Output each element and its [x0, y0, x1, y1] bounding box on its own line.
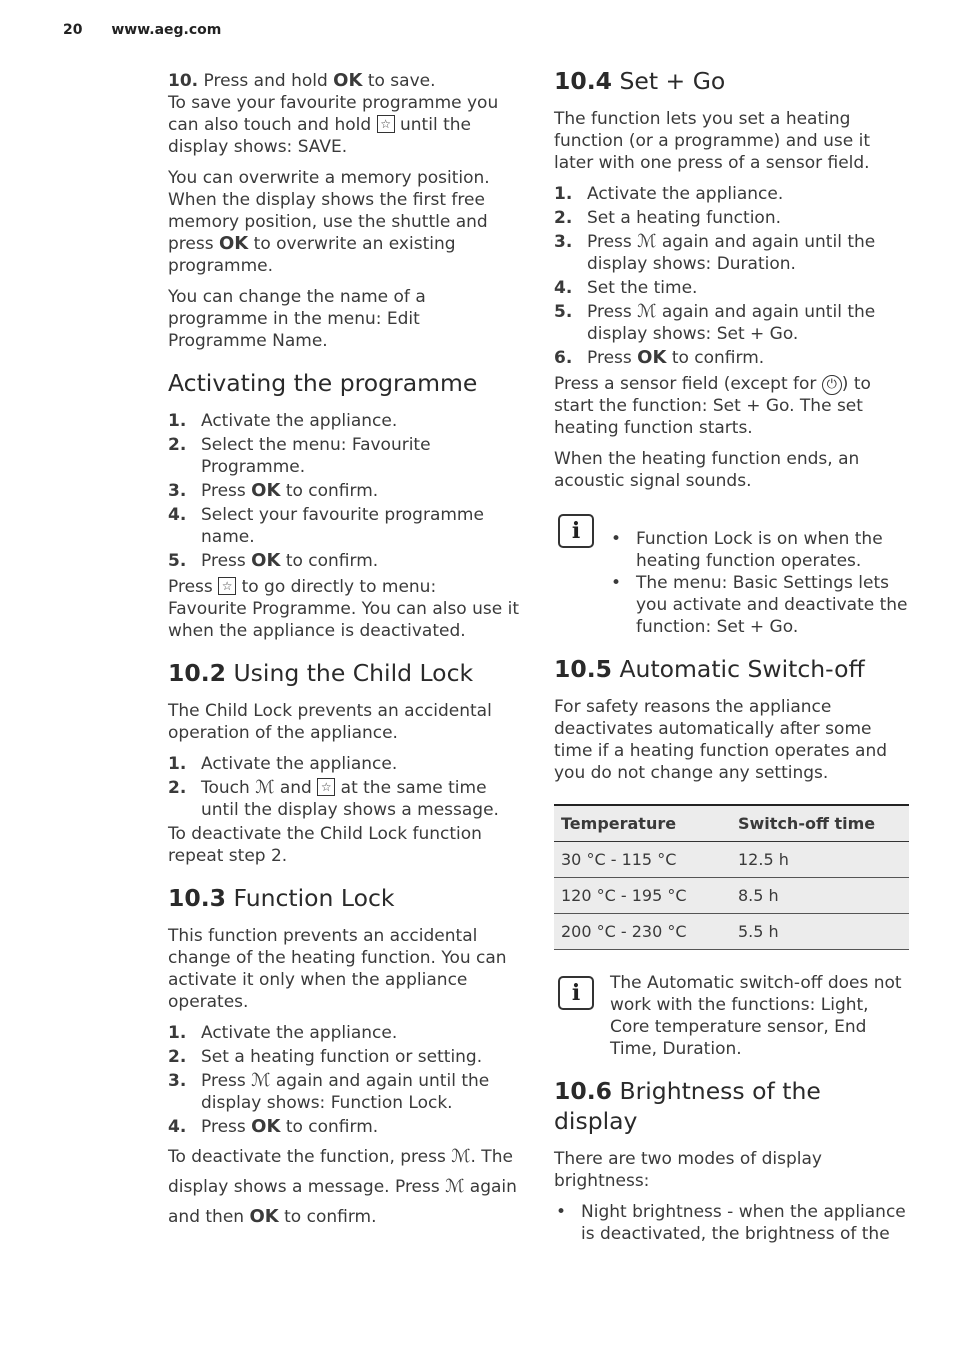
ok-icon: OK	[219, 233, 249, 254]
paragraph-sensor-field: Press a sensor field (except for ⏻ ) to start the function: Set + Go. The set heating function starts.	[554, 374, 871, 438]
list-item: • The menu: Basic Settings lets you activate and deactivate the function: Set + Go.	[608, 572, 910, 638]
paragraph-favourite-direct: Press ☆ to go directly to menu: Favourite Programme. You can also use it when the appliance is deactivated.	[168, 577, 519, 641]
list-item: 2. Set a heating function.	[554, 208, 781, 228]
brightness-list	[554, 1201, 910, 1245]
ok-icon: OK	[637, 347, 667, 368]
ok-icon: OK	[333, 70, 363, 91]
favourite-icon: ☆	[317, 778, 335, 796]
paragraph-save-favourite: To save your favourite programme you can also touch and hold ☆ until the display shows: SAVE.	[168, 93, 499, 157]
list-item: 5. Press ℳ again and again until the display shows: Set + Go.	[554, 301, 876, 344]
switch-off-table	[554, 804, 909, 950]
info-icon: i	[558, 976, 594, 1010]
list-item: 4. Press OK to confirm.	[168, 1116, 379, 1137]
power-icon: ⏻	[822, 375, 842, 395]
table-cell: 120 °C - 195 °C	[554, 878, 731, 914]
ok-icon: OK	[251, 550, 281, 571]
list-item: 6. Press OK to confirm.	[554, 347, 765, 368]
list-item: • Night brightness - when the appliance is deactivated, the brightness of the	[554, 1201, 910, 1245]
page-number: 20	[63, 22, 83, 38]
favourite-icon: ☆	[377, 115, 395, 133]
table-cell: 200 °C - 230 °C	[554, 914, 731, 950]
list-item: 3. Press ℳ again and again until the display shows: Duration.	[554, 231, 876, 274]
paragraph-change-name: You can change the name of a programme in the menu: Edit Programme Name.	[168, 287, 426, 351]
table-cell: 5.5 h	[731, 914, 909, 950]
heading-function-lock: 10.3 Function Lock	[168, 884, 395, 912]
site-url: www.aeg.com	[111, 22, 222, 38]
paragraph-acoustic-signal: When the heating function ends, an acoustic signal sounds.	[554, 449, 860, 491]
list-item: 4. Set the time.	[554, 278, 698, 298]
heading-brightness: 10.6 Brightness of the display	[554, 1077, 821, 1135]
right-column	[554, 67, 910, 1245]
paragraph-function-lock-intro: This function prevents an accidental change of the heating function. You can activate it only when the appliance operates.	[168, 926, 507, 1012]
list-item: 3. Press OK to confirm.	[168, 480, 379, 501]
favourite-icon: ☆	[218, 577, 236, 595]
ok-icon: OK	[249, 1206, 279, 1227]
column-header-temperature: Temperature	[554, 805, 731, 842]
steps-activating	[168, 410, 520, 572]
info-box-set-go	[554, 510, 910, 638]
fan-icon: ℳ	[445, 1176, 465, 1197]
list-item: 1. Activate the appliance.	[554, 184, 784, 204]
paragraph-auto-off-intro: For safety reasons the appliance deactivates automatically after some time if a heating function operates and you do not change any settings.	[554, 697, 888, 783]
fan-icon: ℳ	[451, 1146, 471, 1167]
fan-icon: ℳ	[251, 1070, 271, 1091]
fan-icon: ℳ	[255, 777, 275, 798]
list-item: 2. Set a heating function or setting.	[168, 1047, 483, 1067]
list-item: 1. Activate the appliance.	[168, 1023, 398, 1043]
ok-icon: OK	[251, 1116, 281, 1137]
ok-icon: OK	[251, 480, 281, 501]
list-item: 2. Touch ℳ and ☆ at the same time until the display shows a message.	[168, 777, 499, 820]
table-row	[554, 842, 909, 878]
table-cell: 8.5 h	[731, 878, 909, 914]
heading-auto-switch-off: 10.5 Automatic Switch-off	[554, 655, 865, 683]
table-header-row	[554, 805, 909, 842]
heading-child-lock: 10.2 Using the Child Lock	[168, 659, 474, 687]
heading-activating-programme: Activating the programme	[168, 369, 478, 397]
heading-set-go: 10.4 Set + Go	[554, 67, 726, 95]
table-row	[554, 914, 909, 950]
table-row	[554, 878, 909, 914]
column-header-switch-off-time: Switch-off time	[731, 805, 909, 842]
steps-set-go	[554, 183, 910, 369]
steps-function-lock	[168, 1022, 520, 1138]
table-cell: 12.5 h	[731, 842, 909, 878]
fan-icon: ℳ	[637, 231, 657, 252]
left-column	[168, 70, 520, 1241]
list-item: 2. Select the menu: Favourite Programme.	[168, 435, 431, 477]
list-item: 3. Press ℳ again and again until the display shows: Function Lock.	[168, 1070, 490, 1113]
info-box-auto-off	[554, 972, 910, 1060]
paragraph-overwrite: You can overwrite a memory position. When the display shows the first free memory position, use the shuttle and press OK to overwrite an existing programme.	[168, 168, 490, 276]
step-10: 10. Press and hold OK to save.	[168, 70, 436, 91]
table-cell: 30 °C - 115 °C	[554, 842, 731, 878]
paragraph-function-lock-outro: To deactivate the function, press ℳ. The display shows a message. Press ℳ again and then OK to confirm.	[168, 1146, 517, 1227]
paragraph-child-lock-intro: The Child Lock prevents an accidental operation of the appliance.	[168, 701, 492, 743]
list-item: 4. Select your favourite programme name.	[168, 505, 484, 547]
list-item: 1. Activate the appliance.	[168, 754, 398, 774]
page-header	[63, 22, 221, 38]
list-item: 5. Press OK to confirm.	[168, 550, 379, 571]
list-item: 1. Activate the appliance.	[168, 411, 398, 431]
info-icon: i	[558, 514, 594, 548]
paragraph-brightness-intro: There are two modes of display brightness:	[554, 1149, 822, 1191]
steps-child-lock	[168, 753, 520, 821]
paragraph-child-lock-outro: To deactivate the Child Lock function repeat step 2.	[168, 824, 482, 866]
fan-icon: ℳ	[637, 301, 657, 322]
paragraph-set-go-intro: The function lets you set a heating function (or a programme) and use it later with one press of a sensor field.	[554, 109, 870, 173]
list-item: • Function Lock is on when the heating function operates.	[608, 528, 910, 572]
note-auto-off: The Automatic switch-off does not work with the functions: Light, Core temperature sensor, End Time, Duration.	[610, 973, 902, 1059]
